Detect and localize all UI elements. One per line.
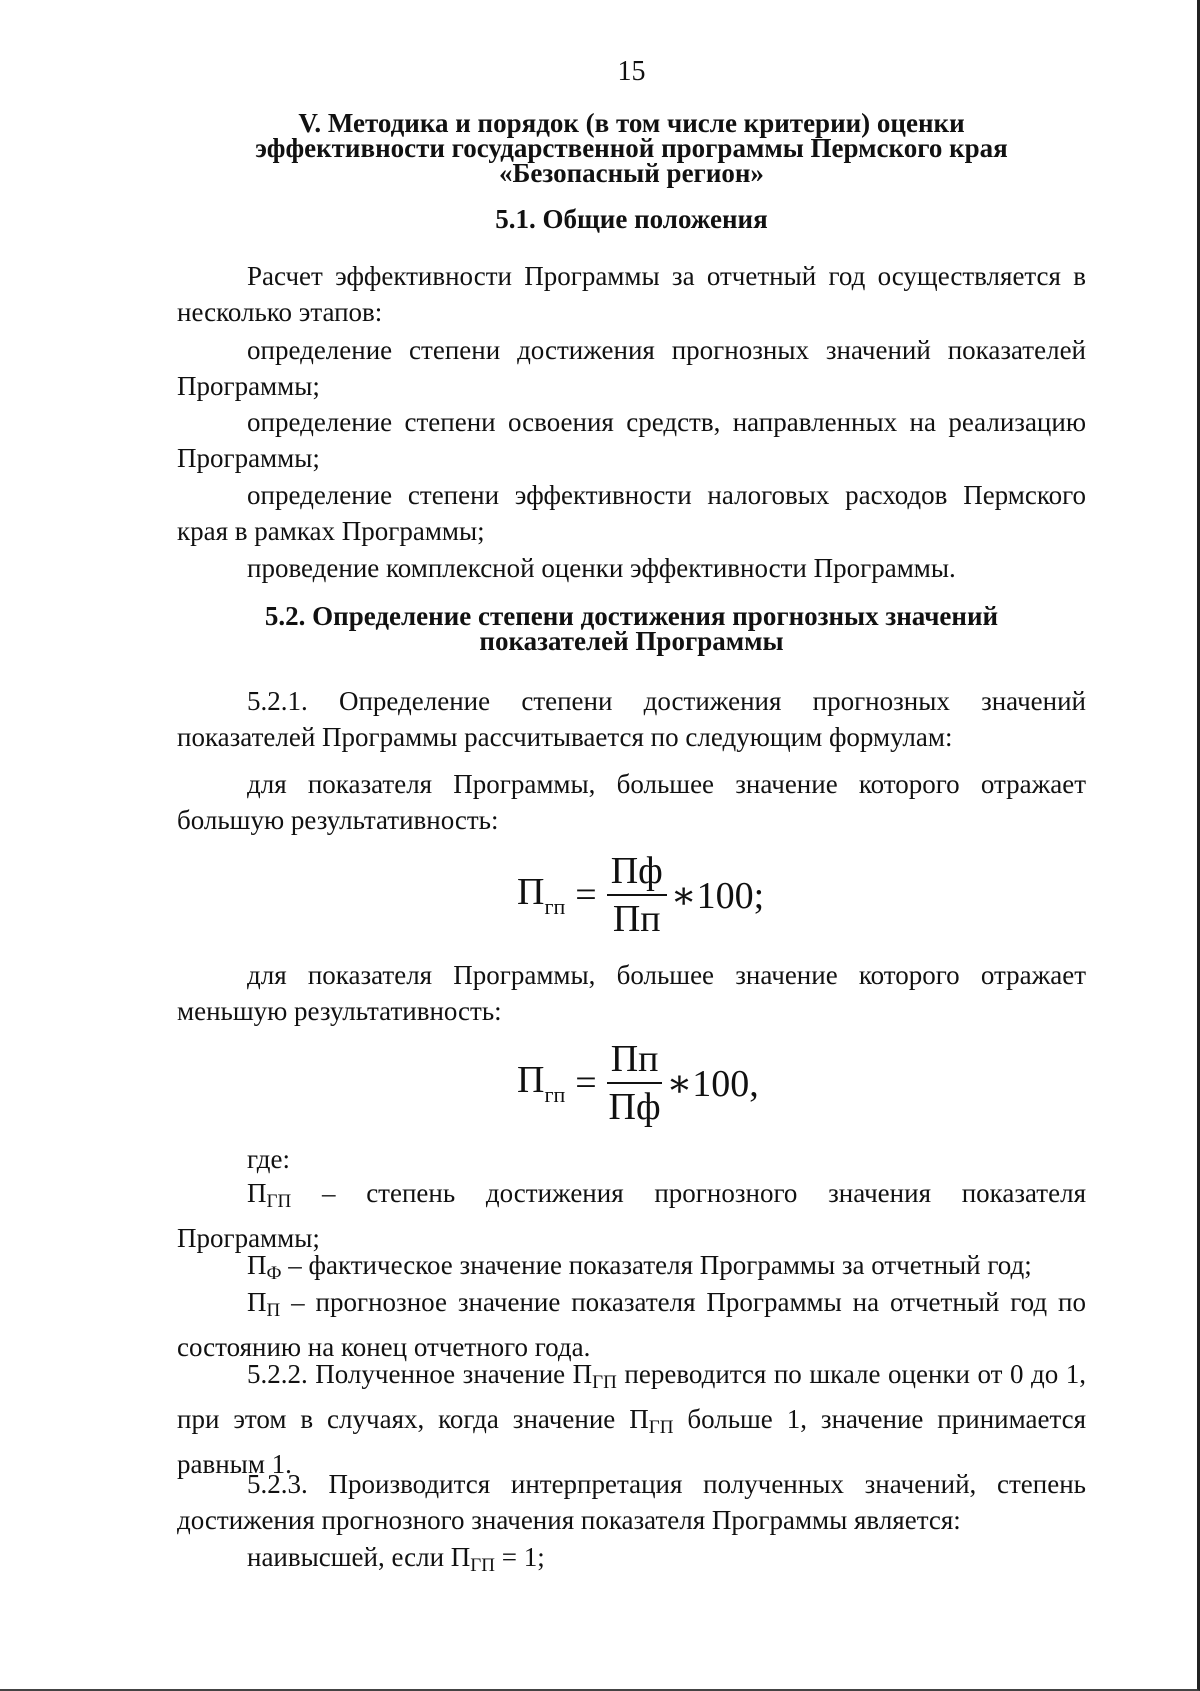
formula-less — [517, 1033, 897, 1133]
case-more-paragraph: для показателя Программы, большее значение которого отражает большую результативность: — [177, 769, 1086, 835]
formula-fraction — [607, 1038, 663, 1128]
definition-p: ПП – прогнозное значение показателя Программы на отчетный год по состоянию на конец отчетного года. — [177, 1287, 1086, 1362]
formula-multiplier: ∗100; — [670, 874, 765, 917]
formula-lhs: $П_{гп}$ — [517, 871, 566, 919]
title-line-2: эффективности государственной программы Пермского края — [255, 133, 1008, 163]
title-line-3: «Безопасный регион» — [499, 158, 764, 188]
title-line-1: V. Методика и порядок (в том числе критерии) оценки — [298, 108, 965, 138]
definition-gp: ПГП – степень достижения прогнозного значения показателя Программы; — [177, 1178, 1086, 1253]
formula-equals: = — [575, 874, 597, 916]
formula-fraction — [607, 850, 667, 940]
formula-lhs: $П_{гп}$ — [517, 1059, 566, 1107]
formula-denominator: Пф — [608, 1086, 661, 1128]
formula-more — [517, 845, 897, 945]
page-number: 15 — [617, 56, 646, 87]
section-5-1-intro: Расчет эффективности Программы за отчетный год осуществляется в несколько этапов: — [177, 261, 1086, 327]
formula-numerator: Пп — [607, 1038, 663, 1084]
paragraph-5-2-1: 5.2.1. Определение степени достижения прогнозных значений показателей Программы рассчитывается по следующим формулам: — [177, 686, 1086, 752]
formula-denominator: Пп — [612, 898, 661, 940]
section-5-1-heading: 5.1. Общие положения — [495, 204, 768, 234]
section-5-2-heading: 5.2. Определение степени достижения прогнозных значений показателей Программы — [264, 601, 999, 656]
definition-f: ПФ – фактическое значение показателя Программы за отчетный год; — [247, 1250, 1032, 1284]
case-less-paragraph: для показателя Программы, большее значение которого отражает меньшую результативность: — [177, 960, 1086, 1026]
list-item: определение степени освоения средств, направленных на реализацию Программы; — [177, 407, 1086, 473]
list-item: определение степени эффективности налоговых расходов Пермского края в рамках Программы; — [177, 480, 1086, 546]
formula-equals: = — [575, 1062, 597, 1104]
formula-multiplier: ∗100, — [666, 1062, 759, 1105]
paragraph-5-2-2: 5.2.2. Полученное значение ПГП переводится по шкале оценки от 0 до 1, при этом в случаях, когда значение ПГП больше 1, значение принимается равным 1. — [177, 1359, 1087, 1479]
list-item: проведение комплексной оценки эффективности Программы. — [247, 553, 956, 583]
document-title — [177, 108, 1086, 188]
paragraph-5-2-3: 5.2.3. Производится интерпретация полученных значений, степень достижения прогнозного значения показателя Программы является: — [177, 1469, 1086, 1535]
where-label: где: — [247, 1144, 290, 1174]
list-item: определение степени достижения прогнозных значений показателей Программы; — [177, 335, 1086, 401]
highest-criterion: наивысшей, если ПГП = 1; — [247, 1542, 545, 1576]
formula-numerator: Пф — [607, 850, 667, 896]
